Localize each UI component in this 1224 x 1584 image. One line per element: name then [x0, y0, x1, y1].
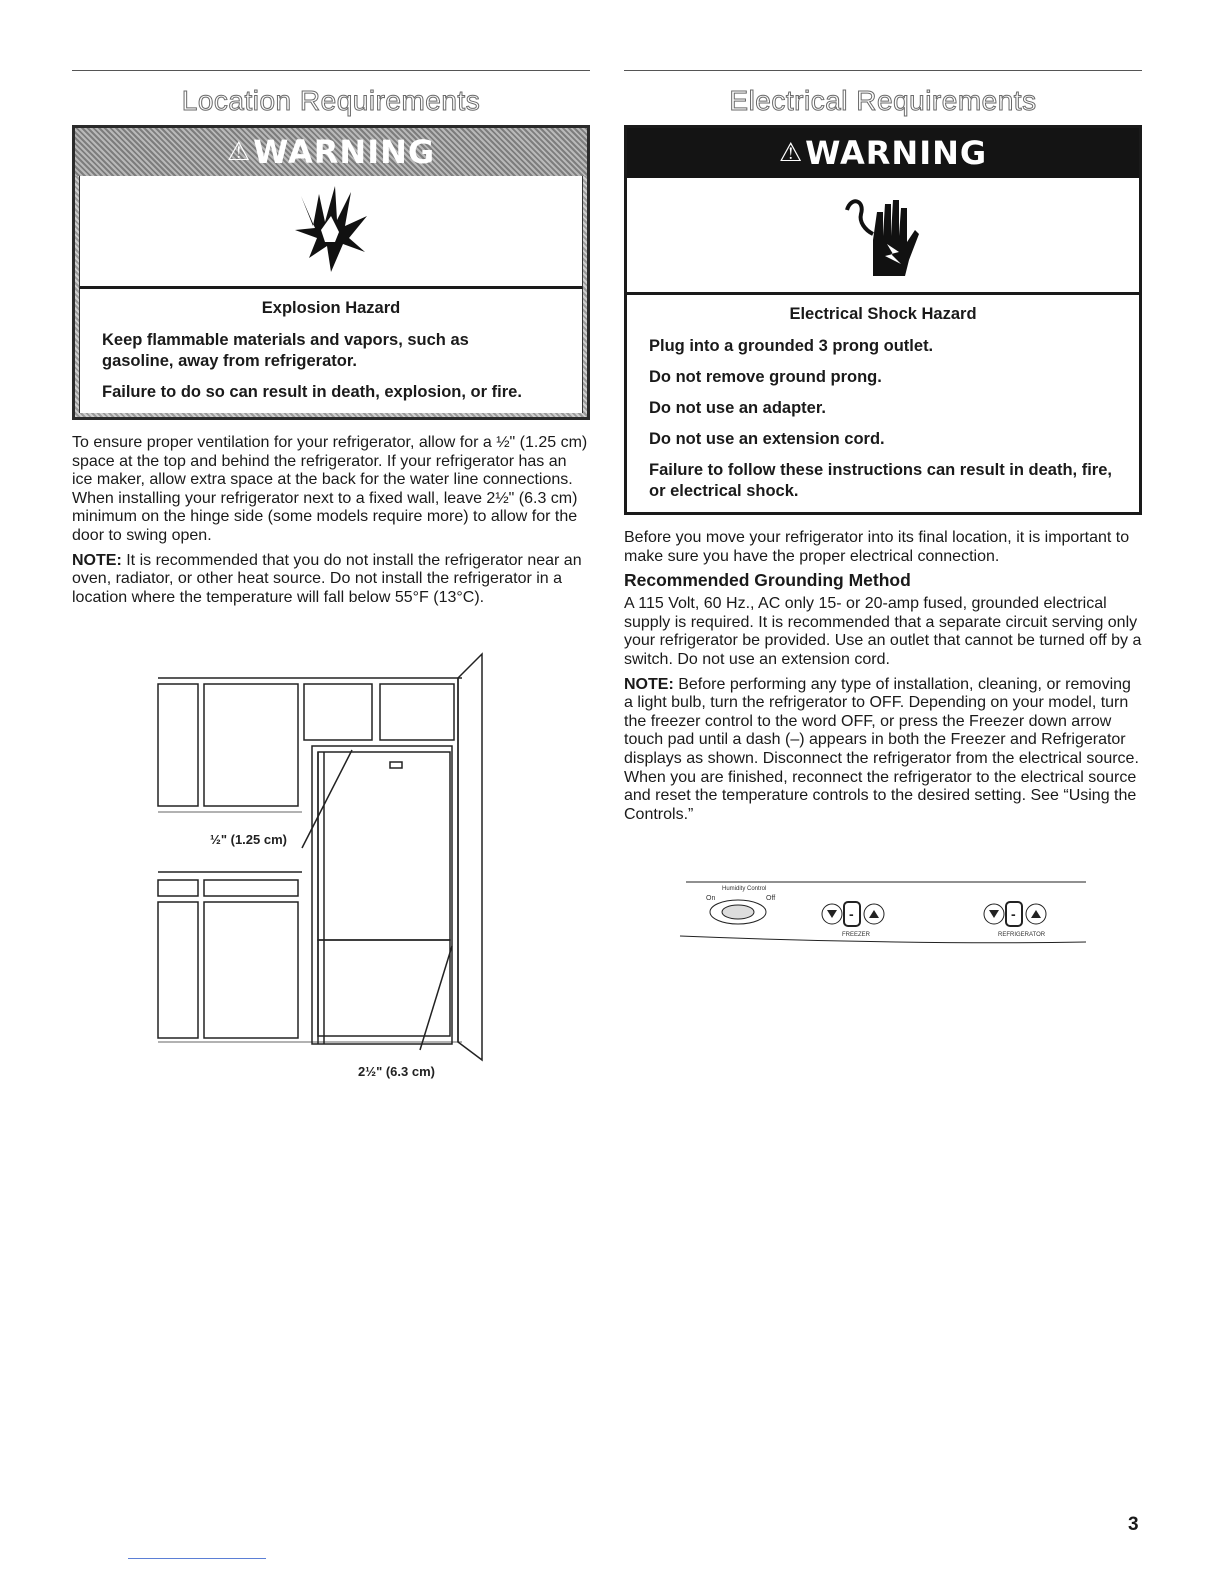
warning-text — [79, 289, 583, 413]
warning-header — [75, 128, 587, 176]
warning-line: Do not use an adapter. — [649, 399, 826, 417]
grounding-subheading: Recommended Grounding Method — [624, 570, 911, 591]
intro-paragraph: Before you move your refrigerator into its final location, it is important to make sure you have the proper electrical connection. — [624, 529, 1130, 565]
hazard-title: Electrical Shock Hazard — [789, 305, 977, 323]
warning-text — [627, 295, 1139, 512]
refrigerator-label: REFRIGERATOR — [998, 932, 1046, 938]
explosion-icon-area — [79, 176, 583, 289]
freezer-display: - — [849, 906, 854, 922]
clearance-label-bottom: 2½" (6.3 cm) — [358, 1064, 435, 1079]
electrical-requirements-section — [624, 70, 1142, 938]
grounding-paragraph: A 115 Volt, 60 Hz., AC only 15- or 20-amp fused, grounded electrical supply is required. It is recommended that a separate circuit serving only your refrigerator be provided. Use an outlet that cannot be turned off by a switch. Do not use an extension cord. — [624, 595, 1142, 668]
warning-line: Failure to do so can result in death, explosion, or fire. — [102, 383, 522, 401]
note-label: NOTE: — [624, 675, 674, 693]
warning-triangle-icon: ⚠ — [778, 138, 804, 168]
warning-line: Plug into a grounded 3 prong outlet. — [649, 337, 934, 355]
section-title: Electrical Requirements — [729, 85, 1037, 116]
warning-label: WARNING — [805, 134, 988, 172]
location-body — [72, 434, 590, 607]
warning-line: Do not use an extension cord. — [649, 430, 885, 448]
note-label: NOTE: — [72, 551, 122, 569]
shock-icon-area — [627, 178, 1139, 295]
warning-line: Do not remove ground prong. — [649, 368, 882, 386]
explosion-warning-box — [72, 125, 590, 420]
warning-triangle-icon: ⚠ — [226, 137, 252, 167]
location-requirements-section — [72, 70, 590, 1079]
note-text: It is recommended that you do not install the refrigerator near an oven, radiator, or other heat source. Do not install the refrigerator in a location where the temperature will fall below 55°F (13°C). — [72, 551, 582, 606]
freezer-label: FREEZER — [842, 932, 871, 938]
refrigerator-clearance-diagram — [152, 650, 592, 1080]
note-paragraph — [72, 552, 590, 608]
footer-rule — [128, 1558, 266, 1559]
section-rule — [72, 70, 590, 71]
section-rule — [624, 70, 1142, 71]
note-text: Before performing any type of installation, cleaning, or removing a light bulb, turn the refrigerator to OFF. Depending on your model, turn the freezer control to the word OFF, or press the Freezer down arrow touch pad until a dash (–) appears in both the Freezer and Refrigerator displays as shown. Disconnect the refrigerator from the electrical source. When you are finished, reconnect the refrigerator to the electrical source and reset the temperature controls to the desired setting. See “Using the Controls.” — [624, 675, 1139, 823]
humidity-control-label: Humidity Control — [722, 886, 767, 892]
ventilation-paragraph: To ensure proper ventilation for your refrigerator, allow for a ½" (1.25 cm) space at the top and behind the refrigerator. If your refrigerator has an ice maker, allow extra space at the back for the water line connections. When installing your refrigerator next to a fixed wall, leave 2½" (6.3 cm) minimum on the hinge side (some models require more) to allow for the door to swing open. — [72, 434, 588, 544]
humidity-on-label: On — [706, 895, 716, 902]
warning-line: Keep flammable materials and vapors, such as gasoline, away from refrigerator. — [102, 331, 469, 370]
warning-label: WARNING — [253, 133, 436, 171]
warning-header — [627, 128, 1139, 178]
electrical-body — [624, 529, 1142, 824]
clearance-label-top: ½" (1.25 cm) — [210, 832, 287, 847]
warning-line: Failure to follow these instructions can result in death, fire, or electrical shock. — [649, 461, 1112, 500]
control-panel-illustration — [676, 878, 1146, 948]
explosion-icon — [291, 186, 371, 276]
page-number: 3 — [1128, 1514, 1139, 1535]
note-paragraph — [624, 676, 1142, 825]
electrical-warning-box — [624, 125, 1142, 515]
humidity-off-label: Off — [766, 895, 776, 902]
electrical-shock-icon — [843, 190, 923, 280]
section-title: Location Requirements — [181, 85, 481, 116]
hazard-title: Explosion Hazard — [261, 299, 401, 317]
refrigerator-display: - — [1011, 906, 1016, 922]
warning-hatch-frame — [75, 176, 587, 417]
